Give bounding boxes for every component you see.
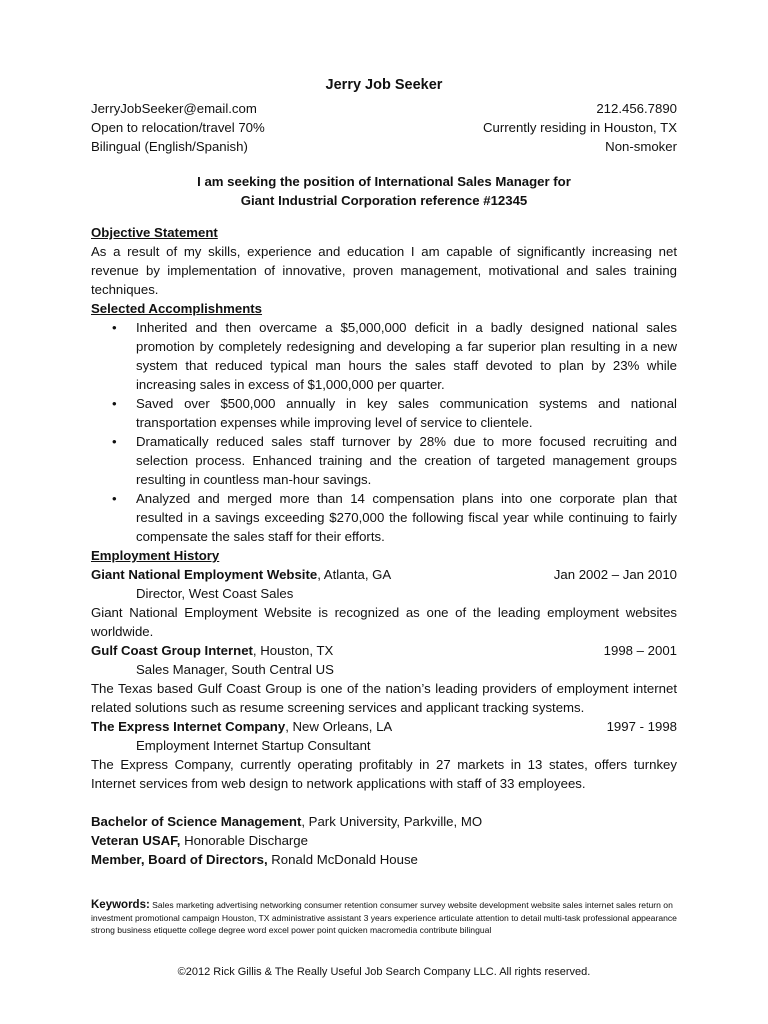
company-location: , Atlanta, GA: [317, 567, 392, 582]
accomplishment-text: Analyzed and merged more than 14 compensation plans into one corporate plan that resulted in a savings exceeding $270,000 the following fiscal year while continuing to fairly compensate the sales staff for their efforts.: [136, 491, 677, 544]
credential-detail: Honorable Discharge: [180, 833, 308, 848]
languages-text: Bilingual (English/Spanish): [91, 139, 248, 154]
list-item: [112, 432, 677, 489]
bullet-icon: •: [112, 396, 117, 411]
credential-title: Member, Board of Directors,: [91, 852, 268, 867]
job-dates: 1998 – 2001: [603, 643, 677, 658]
position-line-2: Giant Industrial Corporation reference #12345: [240, 193, 528, 208]
residence-text: Currently residing in Houston, TX: [483, 120, 677, 135]
company-name: The Express Internet Company: [91, 719, 286, 734]
job-entry: [91, 717, 677, 793]
objective-text: As a result of my skills, experience and education I am capable of significantly increasing net revenue by implementation of innovative, proven management, motivational and sales training techniques.: [91, 244, 677, 297]
job-description: The Express Company, currently operating profitably in 27 markets in 13 states, offers turnkey Internet services from web design to network applications with staff of 33 employees.: [91, 757, 677, 791]
bullet-icon: •: [112, 320, 117, 335]
credential-title: Veteran USAF,: [91, 833, 181, 848]
credential-title: Bachelor of Science Management: [91, 814, 302, 829]
job-description: The Texas based Gulf Coast Group is one of the nation’s leading providers of employment internet related solutions such as resume screening services and applicant tracking systems.: [91, 681, 677, 715]
position-line-1: I am seeking the position of International Sales Manager for: [197, 174, 571, 189]
relocation-row: [91, 118, 677, 137]
job-header: [91, 565, 677, 584]
accomplishment-text: Dramatically reduced sales staff turnover by 28% due to more focused recruiting and selection process. Enhanced training and the creation of targeted management groups resulting in countless man-hour savings.: [136, 434, 677, 487]
job-dates: Jan 2002 – Jan 2010: [553, 567, 677, 582]
company-location: , Houston, TX: [252, 643, 334, 658]
keywords-block: [91, 899, 677, 937]
objective-heading: Objective Statement: [91, 225, 218, 240]
contact-row: [91, 99, 677, 118]
job-title: Sales Manager, South Central US: [136, 662, 334, 677]
company-name: Giant National Employment Website: [91, 567, 318, 582]
company-name: Gulf Coast Group Internet: [91, 643, 253, 658]
credential-detail: , Park University, Parkville, MO: [301, 814, 483, 829]
phone-text: 212.456.7890: [596, 101, 677, 116]
candidate-name: Jerry Job Seeker: [325, 77, 443, 93]
keywords-label: Keywords:: [91, 899, 150, 911]
credentials-block: [91, 812, 677, 869]
languages-row: [91, 137, 677, 156]
employment-heading: Employment History: [91, 548, 220, 563]
list-item: [112, 394, 677, 432]
position-sought: [91, 172, 677, 210]
list-item: [112, 318, 677, 394]
company-location: , New Orleans, LA: [285, 719, 393, 734]
accomplishment-text: Saved over $500,000 annually in key sales communication systems and national transportation expenses while improving level of service to clientele.: [136, 396, 677, 430]
job-entry: [91, 565, 677, 641]
credential-line: [91, 812, 677, 831]
job-entry: [91, 641, 677, 717]
accomplishments-heading: Selected Accomplishments: [91, 301, 263, 316]
accomplishment-text: Inherited and then overcame a $5,000,000 deficit in a badly designed national sales promotion by completely redesigning and developing a far superior plan resulting in a new system that reduced typical man hours the sales staff devoted to plan by 23% while increasing sales in excess of $1,000,000 per quarter.: [136, 320, 677, 392]
email-text: JerryJobSeeker@email.com: [91, 101, 257, 116]
copyright-footer: ©2012 Rick Gillis & The Really Useful Job Search Company LLC. All rights reserved.: [177, 966, 591, 978]
credential-line: [91, 831, 677, 850]
job-header: [91, 717, 677, 736]
accomplishments-list: [91, 318, 677, 546]
bullet-icon: •: [112, 491, 117, 506]
relocation-text: Open to relocation/travel 70%: [91, 120, 265, 135]
keywords-text: Sales marketing advertising networking consumer retention consumer survey website development website sales internet sales return on investment promotional campaign Houston, TX administrative assistant 3 years experience articulate attention to detail multi-task professional appearance strong business etiquette college degree word excel power point quicken macromedia contribute bilingual: [91, 900, 677, 935]
list-item: [112, 489, 677, 546]
job-title: Director, West Coast Sales: [136, 586, 294, 601]
job-header: [91, 641, 677, 660]
smoking-text: Non-smoker: [605, 139, 677, 154]
bullet-icon: •: [112, 434, 117, 449]
job-description: Giant National Employment Website is recognized as one of the leading employment websites worldwide.: [91, 605, 677, 639]
job-dates: 1997 - 1998: [606, 719, 677, 734]
credential-line: [91, 850, 677, 869]
job-title: Employment Internet Startup Consultant: [136, 738, 371, 753]
credential-detail: Ronald McDonald House: [267, 852, 418, 867]
